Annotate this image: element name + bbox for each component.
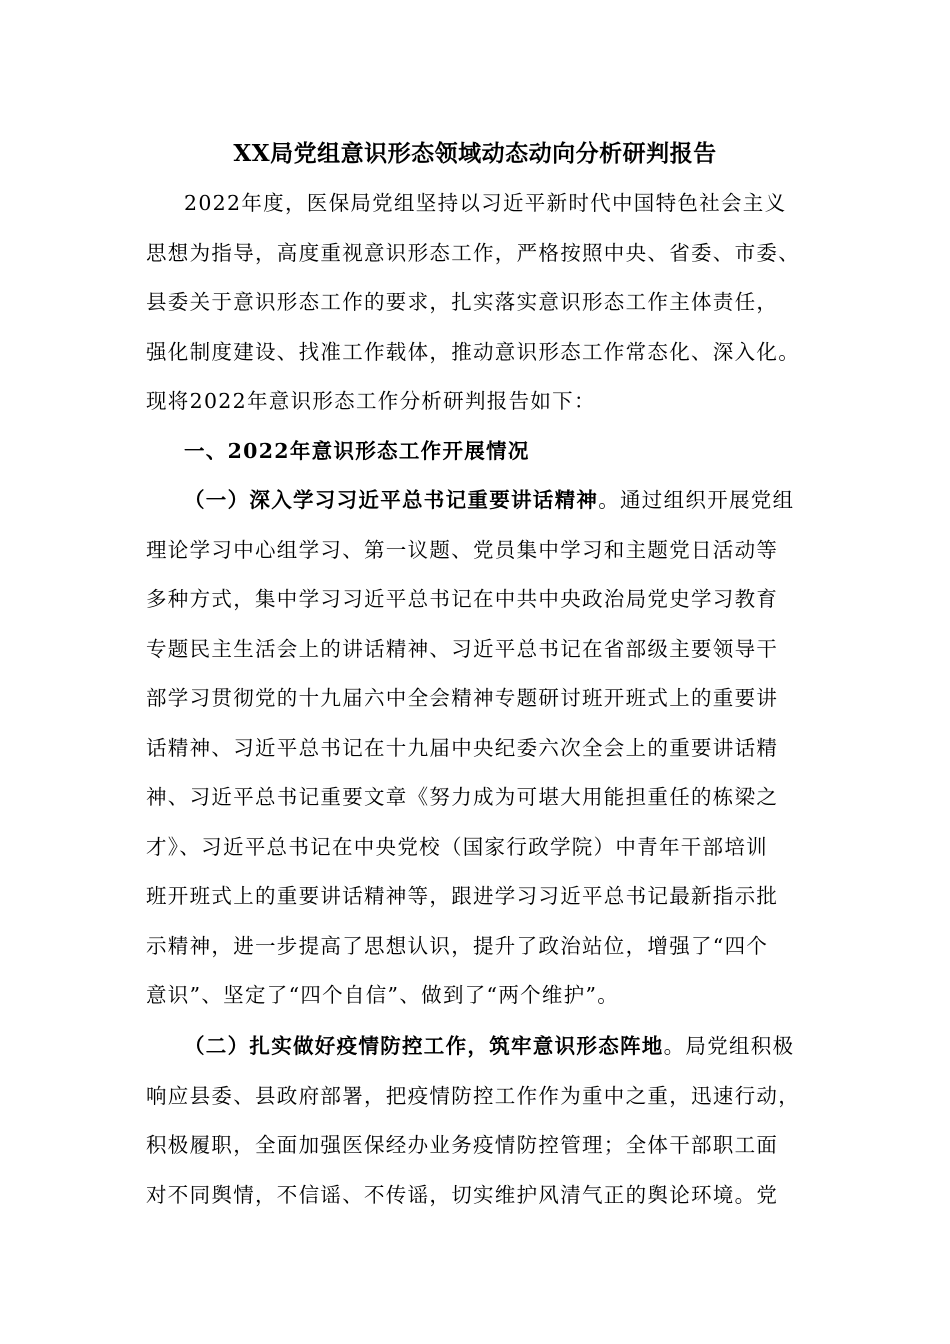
para1-line: 专题民主生活会上的讲话精神、习近平总书记在省部级主要领导干 [146, 637, 779, 661]
para2-line: 积极履职，全面加强医保经办业务疫情防控管理；全体干部职工面 [146, 1133, 779, 1157]
para1-line: 意识”、坚定了“四个自信”、做到了“两个维护”。 [146, 983, 620, 1007]
para1-first-line [184, 480, 794, 520]
document-title: XX局党组意识形态领域动态动向分析研判报告 [233, 140, 717, 167]
para2-first-line-rest: 。局党组积极 [663, 1034, 795, 1058]
intro-line: 县委关于意识形态工作的要求，扎实落实意识形态工作主体责任， [146, 290, 779, 314]
para1-line: 理论学习中心组学习、第一议题、党员集中学习和主题党日活动等 [146, 538, 779, 562]
para2-line: 对不同舆情，不信谣、不传谣，切实维护风清气正的舆论环境。党 [146, 1183, 779, 1207]
para2-first-line [184, 1026, 794, 1066]
intro-line: 2022年度，医保局党组坚持以习近平新时代中国特色社会主义 [184, 191, 787, 215]
para1-first-line-rest: 。通过组织开展党组 [598, 488, 795, 512]
para1-line: 多种方式，集中学习习近平总书记在中共中央政治局党史学习教育 [146, 587, 779, 611]
para1-line: 才》、习近平总书记在中央党校（国家行政学院）中青年干部培训 [146, 835, 768, 859]
para2-line: 响应县委、县政府部署，把疫情防控工作作为重中之重，迅速行动， [146, 1084, 800, 1108]
intro-line: 思想为指导，高度重视意识形态工作，严格按照中央、省委、市委、 [146, 241, 800, 265]
para1-line: 班开班式上的重要讲话精神等，跟进学习习近平总书记最新指示批 [146, 884, 779, 908]
intro-line: 现将2022年意识形态工作分析研判报告如下： [146, 389, 596, 413]
para1-line: 部学习贯彻党的十九届六中全会精神专题研讨班开班式上的重要讲 [146, 686, 779, 710]
para1-line: 话精神、习近平总书记在十九届中央纪委六次全会上的重要讲话精 [146, 736, 779, 760]
section-heading: 一、2022年意识形态工作开展情况 [184, 439, 530, 463]
para1-bold-lead: （一）深入学习习近平总书记重要讲话精神 [184, 488, 599, 512]
para1-line: 神、习近平总书记重要文章《努力成为可堪大用能担重任的栋梁之 [146, 785, 779, 809]
intro-line: 强化制度建设、找准工作载体，推动意识形态工作常态化、深入化。 [146, 340, 800, 364]
para2-bold-lead: （二）扎实做好疫情防控工作，筑牢意识形态阵地 [184, 1034, 664, 1058]
para1-line: 示精神，进一步提高了思想认识，提升了政治站位，增强了“四个 [146, 934, 769, 958]
